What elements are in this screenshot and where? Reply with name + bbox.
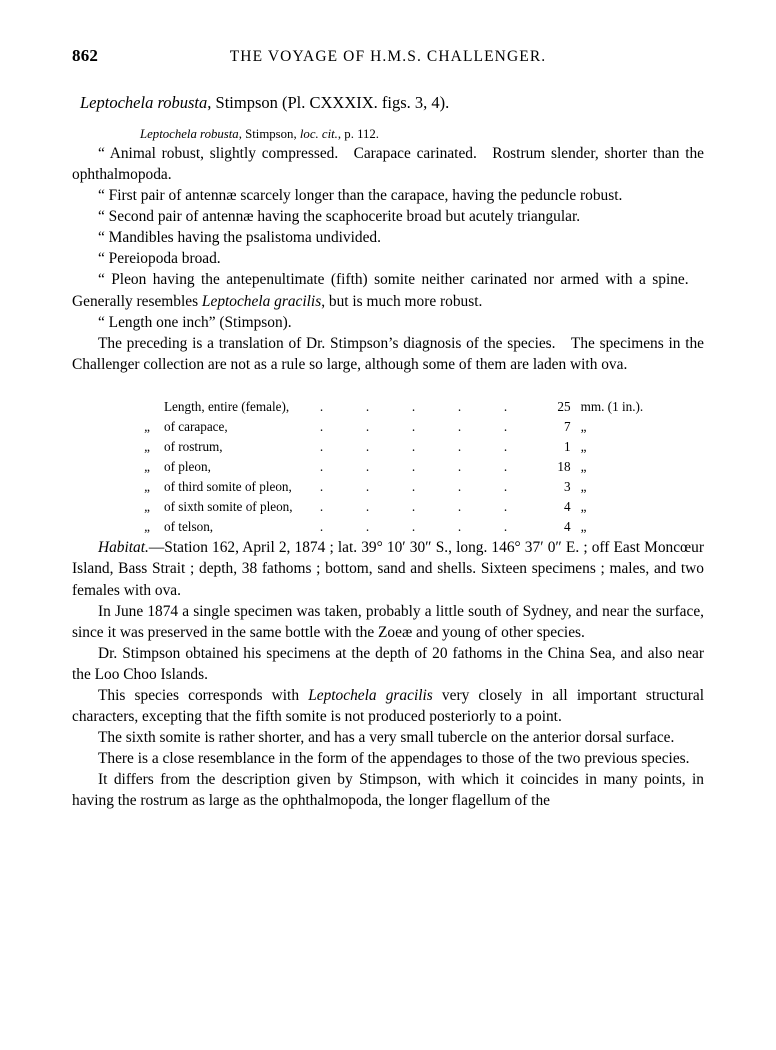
measure-value: 3	[563, 479, 571, 495]
paragraph-quote-3: “ Second pair of antennæ having the scaphocerite broad but acutely triangular.	[98, 208, 581, 226]
paragraph-differences: It differs from the description given by Stimpson, with which it coincides in many points, in having the rostrum as large as the ophthalmopoda, the longer flagellum of the	[72, 771, 704, 810]
habitat-label: Habitat.	[98, 539, 149, 557]
paragraph-appendages: There is a close resemblance in the form of the appendages to those of the two previous species.	[98, 750, 690, 768]
measure-value: 18	[557, 459, 571, 475]
measure-leader: . . . . .	[319, 439, 508, 455]
measure-leader: . . . . .	[319, 499, 508, 515]
table-row	[130, 457, 643, 477]
paragraph-quote-4: “ Mandibles having the psalistoma undivided.	[98, 229, 381, 247]
measure-ditto: „	[144, 479, 150, 495]
page-number: 862	[72, 46, 99, 65]
paragraph-quote-6-species: Leptochela gracilis	[201, 292, 322, 310]
paragraph-comparison-species: Leptochela gracilis	[308, 687, 433, 705]
measure-leader: . . . . .	[319, 459, 508, 475]
measure-ditto: „	[144, 499, 150, 515]
reference-species-name: Leptochela robusta	[140, 127, 239, 142]
measure-unit: „	[580, 519, 587, 535]
paragraph-quote-6	[72, 269, 704, 311]
paragraph-comparison-part2: very closely in all important structural characters, excepting that the fifth somite is not produced posteriorly to a point.	[72, 687, 704, 726]
measurements-table	[72, 397, 704, 537]
measure-ditto: „	[144, 459, 150, 475]
table-row	[130, 477, 643, 497]
table-row	[130, 497, 643, 517]
measure-leader: . . . . .	[319, 418, 508, 434]
species-reference	[72, 126, 704, 143]
measure-ditto: „	[144, 418, 150, 434]
measure-unit: „	[580, 418, 587, 434]
reference-author: , Stimpson,	[238, 127, 300, 142]
paragraph-quote-1: “ Animal robust, slightly compressed. Carapace carinated. Rostrum slender, shorter than the ophthalmopoda.	[72, 144, 704, 183]
paragraph-sixth-somite: The sixth somite is rather shorter, and has a very small tubercle on the anterior dorsal surface.	[98, 729, 675, 747]
reference-page: , p. 112.	[337, 127, 380, 142]
measure-label: of pleon,	[164, 459, 211, 475]
paragraph-quote-7: “ Length one inch” (Stimpson).	[98, 313, 292, 331]
running-head: THE VOYAGE OF H.M.S. CHALLENGER.	[229, 48, 547, 65]
paragraph-stimpson-depth: Dr. Stimpson obtained his specimens at the depth of 20 fathoms in the China Sea, and also near the Loo Choo Islands.	[72, 644, 704, 683]
measure-unit: „	[580, 439, 587, 455]
measure-label: of telson,	[164, 519, 214, 535]
measure-label: Length, entire (female),	[164, 398, 290, 414]
table-row	[130, 417, 643, 437]
paragraph-quote-6-part1: “ Pleon having the antepenultimate (fifth) somite neither carinated nor armed with a spine. Generally resembles	[72, 271, 704, 310]
measure-value: 4	[563, 519, 571, 535]
measure-leader: . . . . .	[319, 479, 508, 495]
paragraph-quote-5: “ Pereiopoda broad.	[98, 250, 221, 268]
measure-ditto: „	[144, 439, 150, 455]
measure-label: of rostrum,	[164, 439, 223, 455]
habitat-text: —Station 162, April 2, 1874 ; lat. 39° 10′ 30″ S., long. 146° 37′ 0″ E. ; off East Moncœur Island, Bass Strait ; depth, 38 fathoms ; bottom, sand and shells. Sixteen specimens ; males, and two females with ova.	[72, 539, 704, 599]
measure-label: of sixth somite of pleon,	[164, 499, 293, 515]
paragraph-translation-note: The preceding is a translation of Dr. Stimpson’s diagnosis of the species. The specimens in the Challenger collection are not as a rule so large, although some of them are laden with ova.	[72, 334, 704, 373]
paragraph-quote-2: “ First pair of antennæ scarcely longer than the carapace, having the peduncle robust.	[98, 187, 623, 205]
paragraph-habitat	[72, 537, 704, 600]
measure-ditto: „	[144, 519, 150, 535]
paragraph-quote-6-part2: , but is much more robust.	[321, 292, 483, 310]
reference-loccit: loc. cit.	[299, 127, 338, 142]
species-name: Leptochela robusta	[80, 93, 208, 112]
paragraph-comparison-part1: This species corresponds with	[98, 687, 309, 705]
measure-label: of carapace,	[164, 418, 228, 434]
measure-unit: mm. (1 in.).	[580, 398, 644, 414]
table-row	[130, 437, 643, 457]
paragraph-comparison	[72, 685, 704, 727]
measure-unit: „	[580, 459, 587, 475]
table-row	[130, 517, 643, 537]
measurements-rows	[130, 397, 643, 537]
measure-label: of third somite of pleon,	[164, 479, 292, 495]
page-header	[0, 46, 776, 68]
measure-leader: . . . . .	[319, 398, 508, 414]
measure-value: 1	[563, 439, 571, 455]
paragraph-june-1874: In June 1874 a single specimen was taken, probably a little south of Sydney, and near the surface, since it was preserved in the same bottle with the Zoeæ and young of other species.	[72, 602, 704, 641]
measure-unit: „	[580, 479, 587, 495]
species-author-plate: , Stimpson (Pl. CXXXIX. figs. 3, 4).	[207, 93, 450, 112]
measure-value: 4	[563, 499, 571, 515]
measure-value: 7	[563, 418, 571, 434]
page-body	[72, 92, 704, 812]
measure-value: 25	[557, 398, 571, 414]
species-heading	[72, 92, 704, 114]
measure-ditto	[130, 397, 164, 417]
table-row	[130, 397, 643, 417]
measure-unit: „	[580, 499, 587, 515]
measure-leader: . . . . .	[319, 519, 508, 535]
